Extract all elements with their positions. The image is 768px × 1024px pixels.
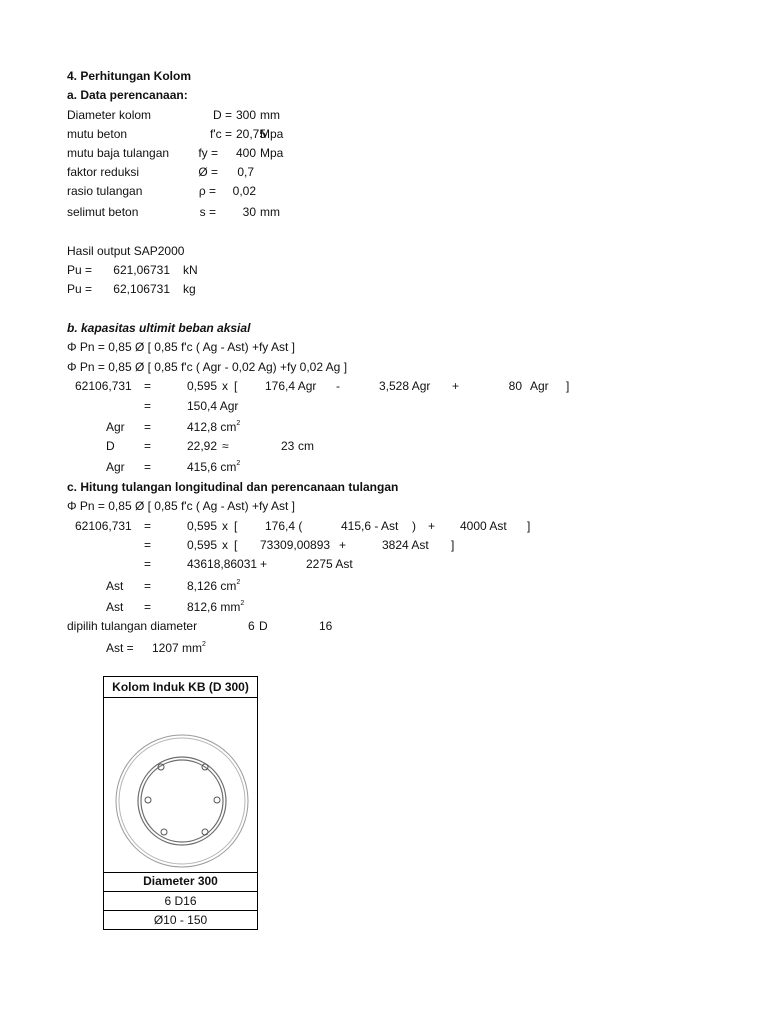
data-value: 30 bbox=[242, 205, 256, 219]
operator: + bbox=[260, 557, 268, 571]
calc-result: 412,8 $cm^2$ bbox=[187, 420, 241, 434]
operator: + bbox=[452, 379, 460, 393]
data-symbol: ρ = bbox=[198, 184, 216, 198]
equals-sign: = bbox=[144, 460, 152, 474]
calc-term: 43618,86031 bbox=[187, 557, 258, 571]
column-section-icon bbox=[104, 698, 257, 872]
data-label: Diameter kolom bbox=[67, 108, 152, 122]
calc-term: 3,528 Agr bbox=[379, 379, 431, 393]
calc-lhs: Ast bbox=[106, 600, 124, 614]
data-symbol: Ø = bbox=[198, 165, 218, 179]
calc-term: 176,4 ( bbox=[265, 519, 303, 533]
page-heading: 4. Perhitungan Kolom bbox=[67, 69, 192, 83]
pu-value: 62,106731 bbox=[113, 282, 170, 296]
table-row: 6 D16 bbox=[104, 892, 257, 911]
calc-lhs: Agr bbox=[106, 460, 125, 474]
calc-result: 812,6 $mm^2$ bbox=[187, 600, 245, 614]
equals-sign: = bbox=[144, 600, 152, 614]
data-unit: Mpa bbox=[260, 127, 284, 141]
data-label: faktor reduksi bbox=[67, 165, 140, 179]
data-unit: Mpa bbox=[260, 146, 284, 160]
calc-result: 8,126 $cm^2$ bbox=[187, 579, 241, 593]
table-title: Kolom Induk KB (D 300) bbox=[104, 677, 257, 698]
section-b-title: b. kapasitas ultimit beban aksial bbox=[67, 321, 251, 335]
bracket: [ bbox=[234, 379, 238, 393]
equals-sign: = bbox=[144, 538, 152, 552]
bracket: [ bbox=[234, 519, 238, 533]
pu-unit: kN bbox=[183, 263, 198, 277]
pu-unit: kg bbox=[183, 282, 196, 296]
data-unit: mm bbox=[260, 108, 280, 122]
calc-term: 0,595 bbox=[187, 379, 218, 393]
data-label: rasio tulangan bbox=[67, 184, 143, 198]
times-sign: x bbox=[222, 519, 228, 533]
times-sign: x bbox=[222, 538, 228, 552]
calc-result: 150,4 Agr bbox=[187, 399, 239, 413]
column-detail-table bbox=[103, 676, 258, 930]
equals-sign: = bbox=[144, 519, 152, 533]
bracket: [ bbox=[234, 538, 238, 552]
formula-line: Φ Pn = 0,85 Ø [ 0,85 f'c ( Ag - Ast) +fy Ast ] bbox=[67, 499, 295, 513]
table-row: Ø10 - 150 bbox=[153, 913, 208, 927]
chosen-rebar-label: dipilih tulangan diameter bbox=[67, 619, 198, 633]
calc-term: Agr bbox=[530, 379, 549, 393]
data-symbol: D = bbox=[212, 108, 232, 122]
operator: + bbox=[428, 519, 436, 533]
data-unit: mm bbox=[260, 205, 280, 219]
equals-sign: = bbox=[144, 379, 152, 393]
data-label: selimut beton bbox=[67, 205, 139, 219]
rebar-type: D bbox=[259, 619, 268, 633]
table-row: Diameter 300 bbox=[104, 872, 257, 892]
calc-lhs: 62106,731 bbox=[75, 379, 132, 393]
calc-term: 3824 Ast bbox=[382, 538, 429, 552]
data-label: mutu beton bbox=[67, 127, 128, 141]
data-value: 300 bbox=[236, 108, 257, 122]
calc-unit: cm bbox=[298, 439, 314, 453]
calc-lhs: Ast = bbox=[106, 641, 134, 655]
operator: + bbox=[339, 538, 347, 552]
data-symbol: f'c = bbox=[210, 127, 232, 141]
calc-term: 0,595 bbox=[187, 519, 218, 533]
data-value: 0,7 bbox=[237, 165, 254, 179]
calc-result: 415,6 $cm^2$ bbox=[187, 460, 241, 474]
section-a-title: a. Data perencanaan: bbox=[67, 88, 188, 102]
rebar-count: 6 bbox=[248, 619, 255, 633]
operator: - bbox=[336, 379, 340, 393]
calc-term: 2275 Ast bbox=[306, 557, 353, 571]
approx-sign: ≈ bbox=[222, 439, 229, 453]
calc-term: 176,4 Agr bbox=[265, 379, 317, 393]
calc-lhs: Ast bbox=[106, 579, 124, 593]
sap-title: Hasil output SAP2000 bbox=[67, 244, 185, 258]
times-sign: x bbox=[222, 379, 228, 393]
formula-line: Φ Pn = 0,85 Ø [ 0,85 f'c ( Ag - Ast) +fy Ast ] bbox=[67, 340, 295, 354]
formula-line: Φ Pn = 0,85 Ø [ 0,85 f'c ( Agr - 0,02 Ag) +fy 0,02 Ag ] bbox=[67, 360, 348, 374]
data-value: 0,02 bbox=[232, 184, 256, 198]
pu-label: Pu = bbox=[67, 263, 93, 277]
equals-sign: = bbox=[144, 439, 152, 453]
data-value: 400 bbox=[235, 146, 256, 160]
bracket: ] bbox=[566, 379, 570, 393]
column-section-figure bbox=[104, 698, 257, 873]
calc-lhs: D bbox=[106, 439, 115, 453]
calc-lhs: Agr bbox=[106, 420, 125, 434]
pu-label: Pu = bbox=[67, 282, 93, 296]
calc-result: 1207 $mm^2$ bbox=[152, 641, 206, 655]
bracket: ] bbox=[451, 538, 455, 552]
bracket: ] bbox=[527, 519, 531, 533]
calc-term: 415,6 - Ast bbox=[341, 519, 399, 533]
calc-term: 0,595 bbox=[187, 538, 218, 552]
calc-result: 23 bbox=[281, 439, 295, 453]
bracket: ) bbox=[412, 519, 416, 533]
data-label: mutu baja tulangan bbox=[67, 146, 170, 160]
calc-term: 80 bbox=[508, 379, 522, 393]
pu-value: 621,06731 bbox=[113, 263, 170, 277]
calc-term: 4000 Ast bbox=[460, 519, 507, 533]
data-symbol: s = bbox=[199, 205, 216, 219]
section-c-title: c. Hitung tulangan longitudinal dan perencanaan tulangan bbox=[67, 480, 399, 494]
calc-result: 22,92 bbox=[187, 439, 218, 453]
rebar-diameter: 16 bbox=[319, 619, 333, 633]
equals-sign: = bbox=[144, 399, 152, 413]
equals-sign: = bbox=[144, 420, 152, 434]
data-symbol: fy = bbox=[198, 146, 218, 160]
equals-sign: = bbox=[144, 557, 152, 571]
calc-term: 73309,00893 bbox=[260, 538, 331, 552]
equals-sign: = bbox=[144, 579, 152, 593]
calc-lhs: 62106,731 bbox=[75, 519, 132, 533]
data-value: 20,75 bbox=[236, 127, 267, 141]
